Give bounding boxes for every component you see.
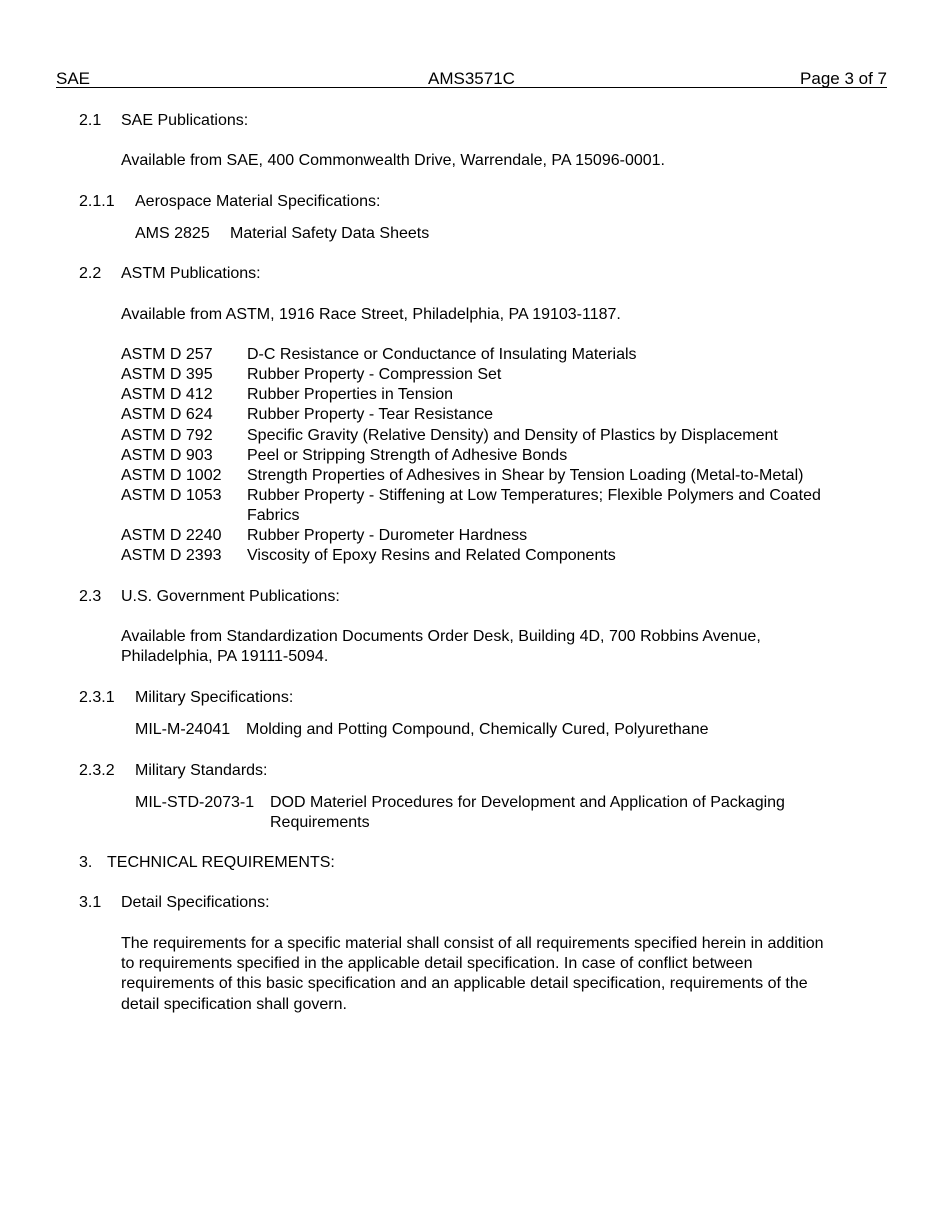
section-title: Military Standards:: [135, 762, 268, 779]
reference-code: ASTM D 257: [121, 346, 213, 363]
availability-text: Available from SAE, 400 Commonwealth Drive, Warrendale, PA 15096-0001.: [121, 152, 665, 169]
section-title: Detail Specifications:: [121, 894, 270, 911]
paragraph-line: detail specification shall govern.: [121, 996, 347, 1013]
reference-title: Rubber Property - Durometer Hardness: [247, 527, 528, 544]
paragraph-line: The requirements for a specific material shall consist of all requirements specified herein in addition: [121, 935, 824, 952]
reference-title: Rubber Property - Stiffening at Low Temperatures; Flexible Polymers and Coated: [247, 487, 821, 504]
section-number: 2.3.1: [79, 689, 115, 706]
reference-title: Rubber Property - Compression Set: [247, 366, 502, 383]
section-number: 2.3.2: [79, 762, 115, 779]
reference-title: Strength Properties of Adhesives in Shear by Tension Loading (Metal-to-Metal): [247, 467, 804, 484]
availability-text: Available from ASTM, 1916 Race Street, Philadelphia, PA 19103-1187.: [121, 306, 621, 323]
header-document-number: AMS3571C: [428, 69, 515, 88]
reference-code: ASTM D 2393: [121, 547, 222, 564]
reference-code: ASTM D 2240: [121, 527, 222, 544]
header-page-number: Page 3 of 7: [800, 69, 887, 88]
reference-title: D-C Resistance or Conductance of Insulating Materials: [247, 346, 637, 363]
reference-title: Molding and Potting Compound, Chemically Cured, Polyurethane: [246, 721, 709, 738]
reference-code: ASTM D 624: [121, 406, 213, 423]
reference-title: DOD Materiel Procedures for Development and Application of Packaging: [270, 794, 785, 811]
section-title: Military Specifications:: [135, 689, 294, 706]
reference-title: Rubber Properties in Tension: [247, 386, 454, 403]
reference-code: ASTM D 395: [121, 366, 213, 383]
availability-text: Available from Standardization Documents Order Desk, Building 4D, 700 Robbins Avenue,: [121, 628, 761, 645]
section-number: 3.1: [79, 894, 102, 911]
reference-title: Specific Gravity (Relative Density) and Density of Plastics by Displacement: [247, 427, 778, 444]
reference-code: ASTM D 792: [121, 427, 213, 444]
paragraph-line: to requirements specified in the applicable detail specification. In case of conflict between: [121, 955, 753, 972]
section-title: ASTM Publications:: [121, 265, 261, 282]
section-number: 2.1.1: [79, 193, 115, 210]
section-title: U.S. Government Publications:: [121, 588, 340, 605]
reference-code: ASTM D 412: [121, 386, 213, 403]
reference-title: Viscosity of Epoxy Resins and Related Components: [247, 547, 616, 564]
section-title: Aerospace Material Specifications:: [135, 193, 381, 210]
reference-code: ASTM D 1002: [121, 467, 222, 484]
section-number: 3.: [79, 854, 93, 871]
reference-code: MIL-M-24041: [135, 721, 231, 738]
paragraph-line: requirements of this basic specification and an applicable detail specification, requirements of the: [121, 975, 808, 992]
header-rule: [56, 87, 887, 88]
reference-code: ASTM D 1053: [121, 487, 222, 504]
availability-text-continued: Philadelphia, PA 19111-5094.: [121, 648, 329, 665]
reference-title-continued: Requirements: [270, 814, 370, 831]
reference-title: Rubber Property - Tear Resistance: [247, 406, 494, 423]
reference-title: Peel or Stripping Strength of Adhesive Bonds: [247, 447, 568, 464]
section-title: TECHNICAL REQUIREMENTS:: [107, 854, 335, 871]
section-title: SAE Publications:: [121, 112, 249, 129]
reference-title-continued: Fabrics: [247, 507, 300, 524]
header-left: SAE: [56, 69, 91, 88]
section-number: 2.1: [79, 112, 102, 129]
section-number: 2.3: [79, 588, 102, 605]
reference-code: ASTM D 903: [121, 447, 213, 464]
section-number: 2.2: [79, 265, 102, 282]
reference-code: MIL-STD-2073-1: [135, 794, 255, 811]
reference-code: AMS 2825: [135, 225, 210, 242]
reference-title: Material Safety Data Sheets: [230, 225, 430, 242]
